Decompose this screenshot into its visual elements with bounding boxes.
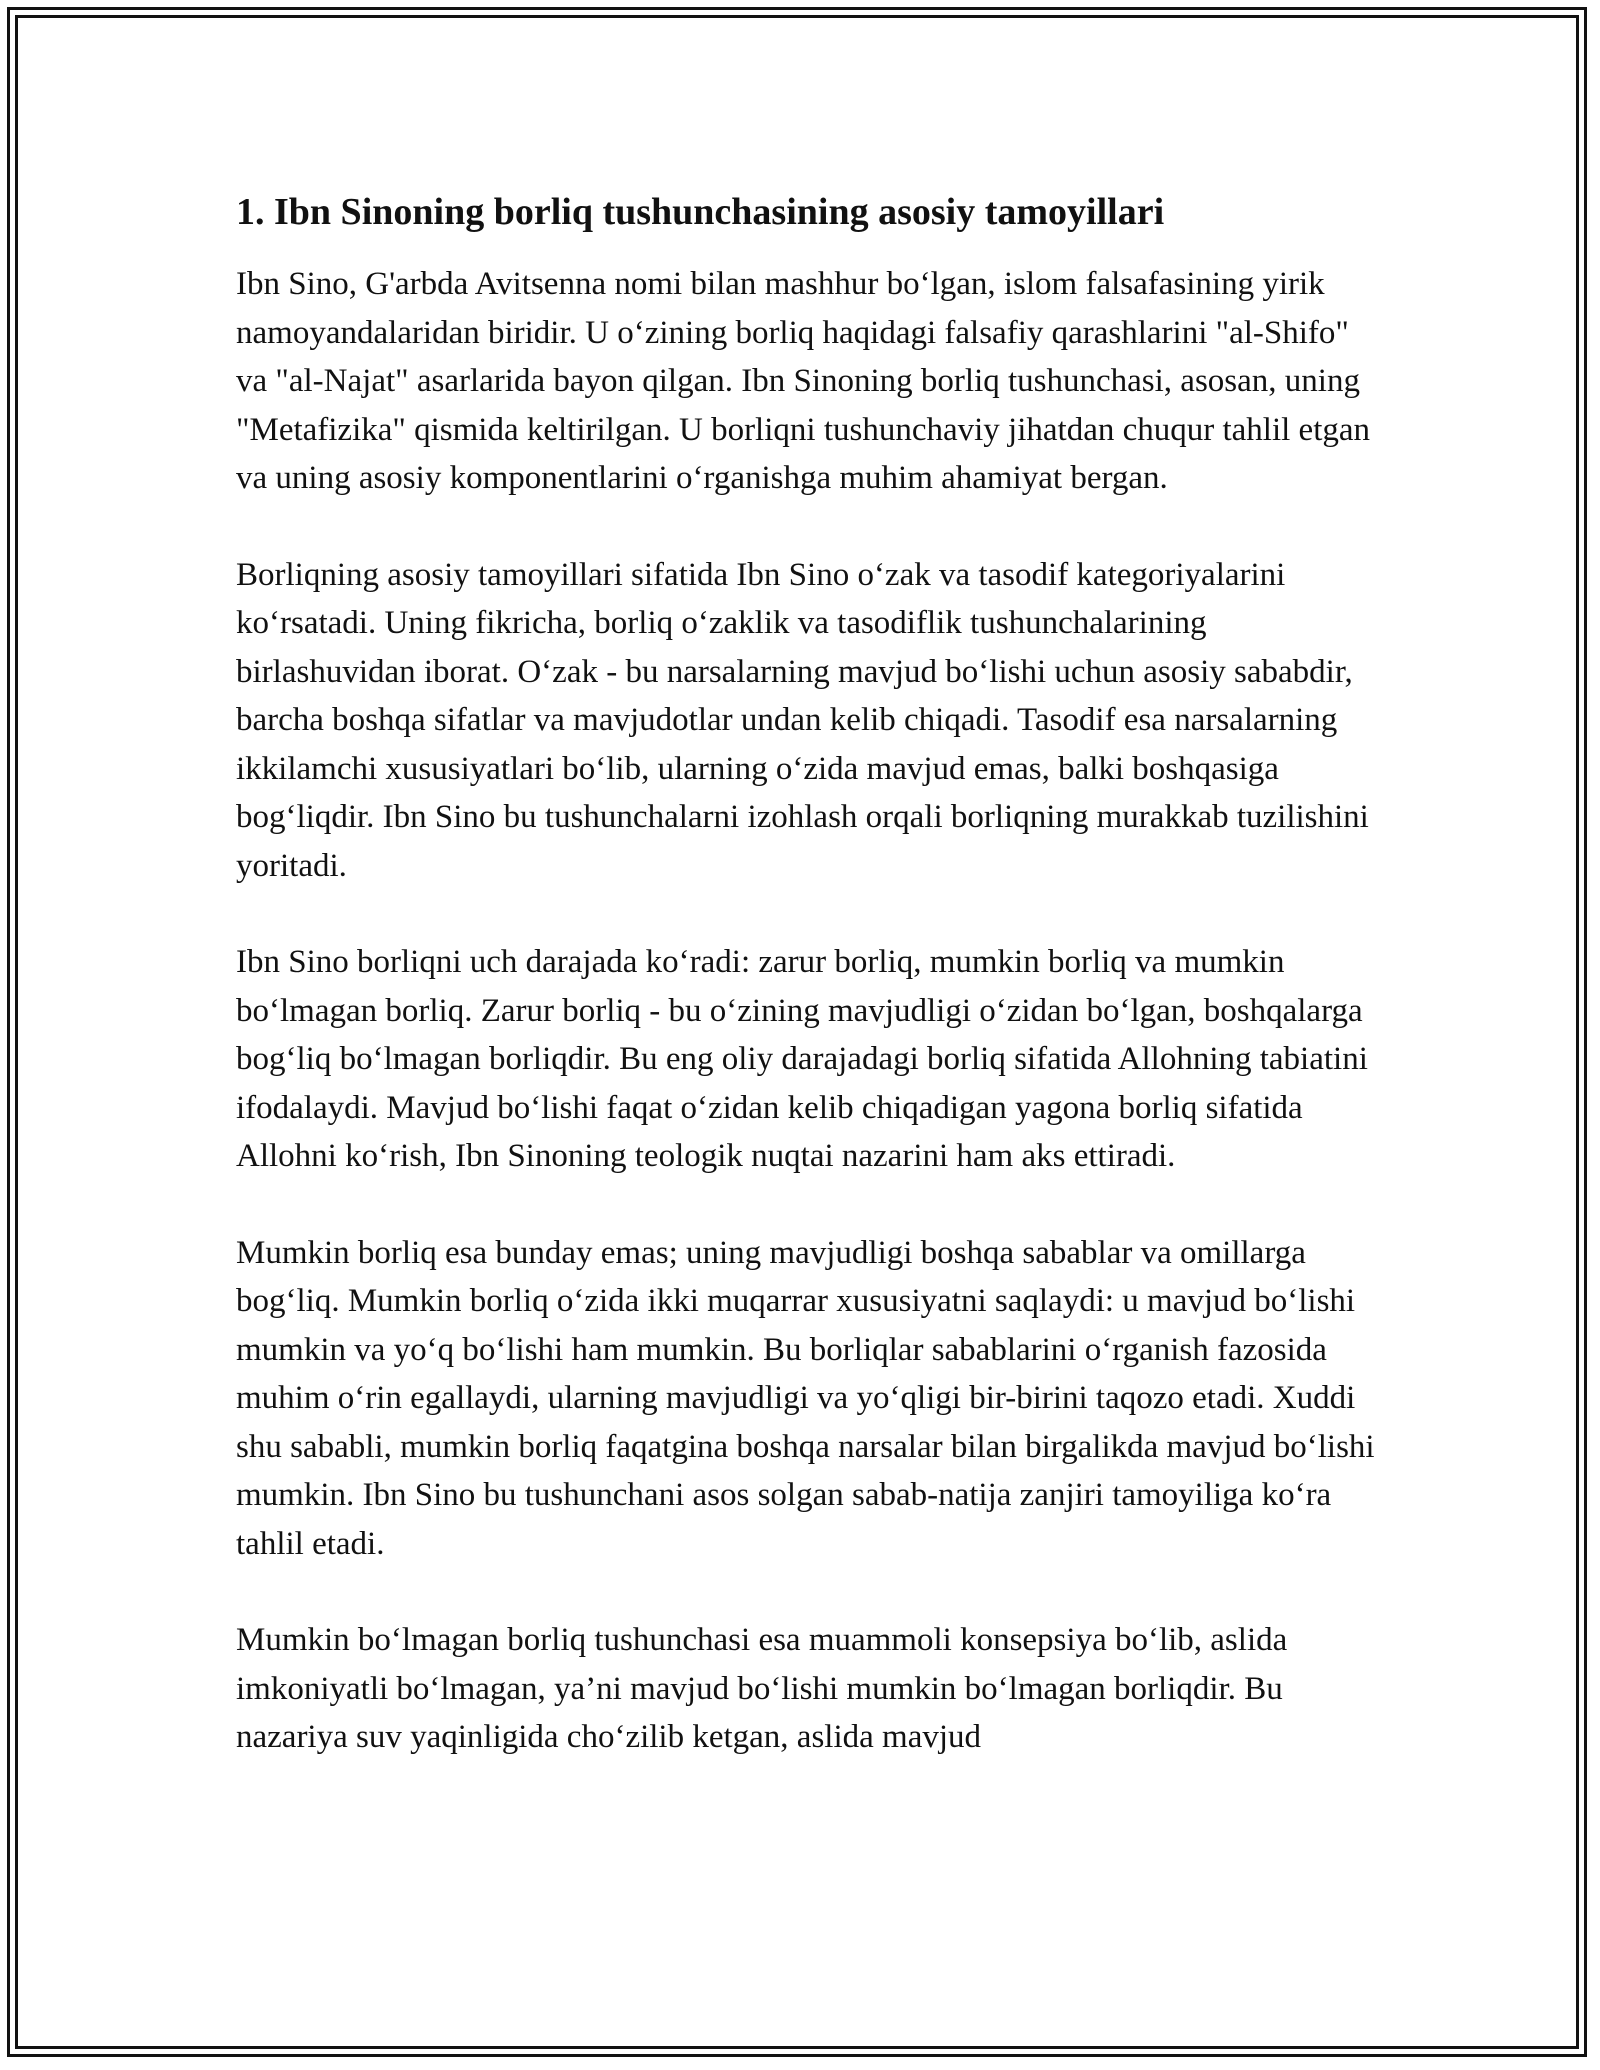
- section-heading: 1. Ibn Sinoning borliq tushunchasining asosiy tamoyillari: [236, 191, 1165, 233]
- paragraph-4: Mumkin borliq esa bunday emas; uning mavjudligi boshqa sabablar va omillarga bog‘liq. Mumkin borliq o‘zida ikki muqarrar xususiyatni saqlaydi: u mavjud bo‘lishi mumkin va yo‘q bo‘lishi ham mumkin. Bu borliqlar sabablarini o‘rganish fazosida muhim o‘rin egallaydi, ularning mavjudligi va yo‘qligi bir-birini taqozo etadi. Xuddi shu sababli, mumkin borliq faqatgina boshqa narsalar bilan birgalikda mavjud bo‘lishi mumkin. Ibn Sino bu tushunchani asos solgan sabab-natija zanjiri tamoyiliga ko‘ra tahlil etadi.: [236, 1234, 1375, 1562]
- paragraph-5: Mumkin bo‘lmagan borliq tushunchasi esa muammoli konsepsiya bo‘lib, aslida imkoniyatli bo‘lmagan, ya’ni mavjud bo‘lishi mumkin bo‘lmagan borliqdir. Bu nazariya suv yaqinligida cho‘zilib ketgan, aslida mavjud: [236, 1622, 1288, 1755]
- paragraph-1: Ibn Sino, G'arbda Avitsenna nomi bilan mashhur bo‘lgan, islom falsafasining yirik namoyandalaridan biridir. U o‘zining borliq haqidagi falsafiy qarashlarini "al-Shifo" va "al-Najat" asarlarida bayon qilgan. Ibn Sinoning borliq tushunchasi, asosan, uning "Metafizika" qismida keltirilgan. U borliqni tushunchaviy jihatdan chuqur tahlil etgan va uning asosiy komponentlarini o‘rganishga muhim ahamiyat bergan.: [236, 266, 1371, 496]
- paragraph-3: Ibn Sino borliqni uch darajada ko‘radi: zarur borliq, mumkin borliq va mumkin bo‘lmagan borliq. Zarur borliq - bu o‘zining mavjudligi o‘zidan bo‘lgan, boshqalarga bog‘liq bo‘lmagan borliqdir. Bu eng oliy darajadagi borliq sifatida Allohning tabiatini ifodalaydi. Mavjud bo‘lishi faqat o‘zidan kelib chiqadigan yagona borliq sifatida Allohni ko‘rish, Ibn Sinoning teologik nuqtai nazarini ham aks ettiradi.: [236, 944, 1368, 1174]
- paragraph-2: Borliqning asosiy tamoyillari sifatida Ibn Sino o‘zak va tasodif kategoriyalarini ko‘rsatadi. Uning fikricha, borliq o‘zaklik va tasodiflik tushunchalarining birlashuvidan iborat. O‘zak - bu narsalarning mavjud bo‘lishi uchun asosiy sababdir, barcha boshqa sifatlar va mavjudotlar undan kelib chiqadi. Tasodif esa narsalarning ikkilamchi xususiyatlari bo‘lib, ularning o‘zida mavjud emas, balki boshqasiga bog‘liqdir. Ibn Sino bu tushunchalarni izohlash orqali borliqning murakkab tuzilishini yoritadi.: [236, 556, 1369, 884]
- document-body: [236, 186, 1386, 1810]
